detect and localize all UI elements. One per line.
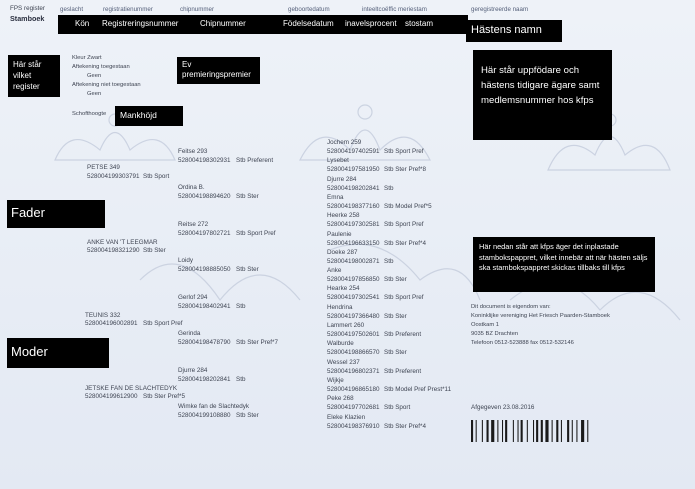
gen3-5-name: Heerke 258 [327, 212, 360, 220]
owner-line2: Koninklijke vereniging Het Friesch Paarden-Stamboek [471, 313, 610, 319]
gen3-2-name: Lysebet [327, 157, 349, 165]
hastens-namn-label: Hästens namn [471, 24, 542, 36]
gen3-11-book: Stb Preferent [384, 331, 422, 338]
gen2-4-book: Stb Ster [236, 266, 259, 273]
premie-box [177, 57, 260, 84]
barcode-bar [541, 420, 543, 442]
gen3-7-reg: 528004198002871 [327, 257, 380, 265]
barcode-bar [502, 420, 503, 442]
register-line2: vilket [13, 71, 32, 80]
mid-1-name: ANKE VAN 'T LEEGMAR [87, 239, 158, 246]
gen3-13-reg: 528004196802371 [327, 367, 380, 375]
mother-name: TEUNIS 332 [85, 312, 121, 319]
uppfodare-text: Här står uppfödare och hästens tidigare ägare samt medlemsnummer hos kfps [481, 65, 600, 106]
gen3-1-name: Jochem 259 [327, 139, 362, 146]
schofthoogte-label: Schofthoogte [72, 111, 107, 117]
register-box [8, 55, 60, 97]
gen3-5-book: Stb Sport Pref [384, 221, 424, 229]
gen3-5-reg: 528004197302581 [327, 221, 380, 229]
gen3-16-book: Stb Ster Pref*4 [384, 422, 426, 430]
gen3-12-reg: 528004198866570 [327, 349, 380, 357]
gen3-15-book: Stb Sport [384, 404, 411, 412]
mankhojd-label: Mankhöjd [120, 110, 157, 120]
col-chipnummer: chipnummer [180, 6, 215, 13]
gen3-9-reg: 528004197302541 [327, 294, 380, 302]
afgegeven-date: Afgegeven 23.08.2016 [471, 404, 535, 411]
premie-line2: premieringspremier [182, 70, 251, 79]
premie-line1: Ev [182, 60, 192, 69]
barcode-bar [487, 420, 489, 442]
barcode-bar [587, 420, 588, 442]
barcode-bar [536, 420, 538, 442]
mother-reg: 528004196002891 [85, 320, 138, 327]
gen3-15-name: Peke 268 [327, 395, 354, 403]
gen2-2-name: Ordina B. [178, 184, 205, 191]
gen3-6-book: Stb Ster Pref*4 [384, 239, 426, 247]
gen2-4-name: Loidy [178, 257, 194, 264]
gen3-3-reg: 528004198202841 [327, 184, 380, 192]
col-inteeltcoeff: inteeltcoëffic meriestam [362, 6, 427, 13]
owner-line5: Telefoon 0512-523888 fax 0512-532146 [471, 340, 574, 346]
gen3-4-reg: 528004198377160 [327, 202, 380, 210]
fps-register-label: FPS register [10, 5, 45, 12]
gen2-5-reg: 528004198402941 [178, 303, 231, 310]
owner-line3: Oostkam 1 [471, 322, 500, 328]
bar-chipnummer: Chipnummer [200, 19, 246, 28]
gen3-8-name: Anke [327, 267, 342, 275]
gen3-10-name: Hendrina [327, 303, 353, 311]
gen3-10-book: Stb Ster [384, 312, 407, 320]
gen3-9-book: Stb Sport Pref [384, 294, 424, 302]
gen3-14-book: Stb Model Pref Prest*11 [384, 385, 452, 393]
barcode-bar [533, 420, 534, 442]
aftekening-toegestaan-value: Geen [87, 73, 102, 79]
gen2-8-name: Wimke fan de Slachtedyk [178, 403, 250, 410]
barcode-bar [545, 420, 548, 442]
aftekening-niet-toegestaan: Aftekening niet toegestaan [72, 82, 141, 88]
gen2-6-name: Gerinda [178, 330, 201, 337]
gen3-8-book: Stb Ster [384, 276, 407, 284]
father-name: PETSE 349 [87, 164, 120, 171]
gen3-3-name: Djurre 284 [327, 175, 357, 183]
bar-fodelsedatum: Födelsedatum [283, 19, 334, 28]
col-naam: geregistreerde naam [471, 6, 529, 13]
gen3-4-book: Stb Model Pref*5 [384, 202, 432, 210]
barcode-bar [505, 420, 507, 442]
bar-registreringsnummer: Registreringsnummer [102, 19, 179, 28]
moder-label: Moder [11, 344, 48, 359]
moder-box [7, 338, 109, 368]
gen2-7-reg: 528004198202841 [178, 376, 231, 383]
barcode-bar [518, 420, 519, 442]
barcode-bar [552, 420, 553, 442]
gen2-3-name: Reitse 272 [178, 221, 209, 228]
gen2-3-book: Stb Sport Pref [236, 230, 276, 237]
gen3-16-name: Eleke Klazien [327, 413, 366, 421]
mankhojd-box [115, 106, 183, 126]
aftekening-toegestaan: Aftekening toegestaan [72, 64, 130, 70]
gen3-13-book: Stb Preferent [384, 367, 422, 375]
mid-1-book: Stb Ster [143, 247, 166, 254]
gen3-11-reg: 528004197502601 [327, 331, 380, 338]
gen2-5-name: Gerlof 294 [178, 294, 208, 301]
register-line3: register [13, 82, 40, 91]
barcode [471, 420, 617, 442]
mid-2-reg: 528004199612900 [85, 393, 138, 400]
gen3-15-reg: 528004197702681 [327, 404, 380, 412]
stamboek-label: Stamboek [10, 14, 45, 23]
gen3-2-book: Stb Ster Pref*8 [384, 166, 426, 174]
mid-2-name: JETSKE FAN DE SLACHTEDYK [85, 385, 178, 392]
father-reg: 528004199303791 [87, 173, 140, 180]
barcode-bar [556, 420, 558, 442]
gen2-7-name: Djurre 284 [178, 367, 208, 374]
gen3-16-reg: 528004198376910 [327, 422, 380, 430]
gen2-6-reg: 528004198478790 [178, 339, 231, 346]
gen3-10-reg: 528004197366480 [327, 312, 380, 320]
gen3-1-book: Stb Sport Pref [384, 148, 424, 155]
barcode-bar [572, 420, 573, 442]
mother-book: Stb Sport Pref [143, 320, 183, 327]
gen3-12-name: Walburde [327, 340, 354, 348]
barcode-bar [561, 420, 562, 442]
gen3-12-book: Stb Ster [384, 349, 407, 357]
owner-line1: Dit document is eigendom van: [471, 304, 551, 310]
col-registratienummer: registratienummer [103, 6, 153, 13]
gen2-2-book: Stb Ster [236, 193, 259, 200]
hastens-namn-box [466, 20, 562, 42]
gen2-2-reg: 528004198894620 [178, 193, 231, 200]
aftekening-niet-toegestaan-value: Geen [87, 91, 102, 97]
col-geslacht: geslacht [60, 6, 84, 13]
gen3-14-name: Wijkje [327, 376, 344, 384]
gen3-1-reg: 528004197402591 [327, 148, 380, 155]
stambok-note-box [473, 237, 655, 292]
gen3-9-name: Hearke 254 [327, 285, 360, 293]
gen2-3-reg: 528004197802721 [178, 230, 231, 237]
barcode-bar [482, 420, 483, 442]
gen2-1-name: Feitse 293 [178, 148, 208, 155]
gen2-4-reg: 528004198885050 [178, 266, 231, 273]
gen3-4-name: Emna [327, 193, 344, 201]
gen3-11-name: Lammert 260 [327, 322, 365, 329]
register-line1: Här står [13, 60, 42, 69]
barcode-bar [471, 420, 473, 442]
gen3-8-reg: 528004197856850 [327, 276, 380, 284]
kleur-value: Kleur Zwart [72, 55, 102, 61]
gen3-13-name: Wessel 237 [327, 358, 360, 366]
bar-stostam: stostam [405, 19, 434, 28]
stambok-note-text: Här nedan står att kfps äger det inplastade stambokspappret, vilket innebär att när hästen säljs ska stambokspappret skickas tillbaks till kfps [479, 242, 648, 272]
barcode-bar [567, 420, 569, 442]
gen3-6-reg: 528004196633150 [327, 239, 380, 247]
owner-line4: 9035 BZ Drachten [471, 331, 519, 337]
bar-kon: Kön [75, 19, 90, 28]
col-geboortedatum: geboortedatum [288, 6, 330, 13]
gen3-7-name: Doeke 287 [327, 248, 358, 256]
barcode-bar [476, 420, 477, 442]
gen2-5-book: Stb [236, 303, 246, 310]
fader-box [7, 200, 105, 228]
gen3-7-book: Stb [384, 257, 394, 265]
mid-1-reg: 528004198321290 [87, 247, 140, 254]
gen2-6-book: Stb Ster Pref*7 [236, 339, 278, 346]
gen3-2-reg: 528004197581950 [327, 166, 380, 174]
gen3-3-book: Stb [384, 184, 394, 192]
gen2-7-book: Stb [236, 376, 246, 383]
gen3-14-reg: 528004196865180 [327, 385, 380, 393]
gen2-8-book: Stb Ster [236, 412, 259, 419]
fader-label: Fader [11, 205, 45, 220]
barcode-bar [491, 420, 494, 442]
barcode-bar [581, 420, 584, 442]
gen3-6-name: Paulenie [327, 230, 352, 238]
gen2-1-reg: 528004198302931 [178, 157, 231, 164]
bar-inavelsprocent: inavelsprocent [345, 19, 397, 28]
uppfodare-box [473, 50, 612, 140]
barcode-bar [497, 420, 498, 442]
father-book: Stb Sport [143, 173, 170, 180]
barcode-bar [513, 420, 514, 442]
barcode-bar [576, 420, 577, 442]
mid-2-book: Stb Ster Pref*5 [143, 393, 185, 400]
barcode-bar [527, 420, 528, 442]
barcode-bar [521, 420, 523, 442]
gen2-8-reg: 528004199108880 [178, 412, 231, 419]
gen2-1-book: Stb Preferent [236, 157, 274, 164]
